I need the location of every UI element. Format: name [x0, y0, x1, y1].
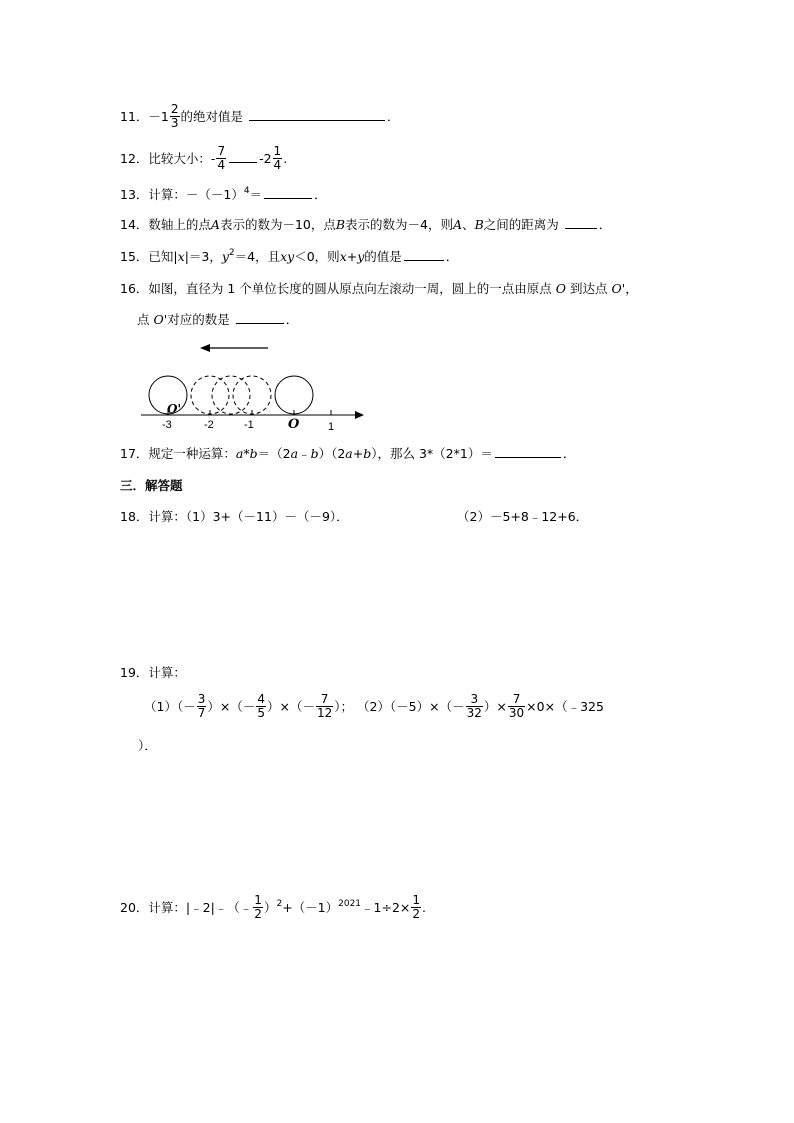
circle-dashed-3 — [212, 376, 250, 414]
fraction: $\frac{7}{4}$ — [217, 144, 226, 172]
question-16: 16．如图，直径为 1 个单位长度的圆从原点向左滚动一周，圆上的一点由原点 O 到达点 O'， — [120, 281, 638, 296]
question-13: 13．计算：$-(-1)^4=$ ． — [120, 186, 327, 202]
question-number: 20． — [120, 900, 149, 915]
answer-blank[interactable] — [229, 162, 257, 163]
question-number: 12． — [120, 151, 149, 166]
question-number: 15． — [120, 249, 149, 264]
question-19-tail: ）． — [138, 738, 157, 753]
question-16-line2: 点 O'对应的数是 ． — [137, 312, 299, 327]
fraction: $\frac{1}{2}$ — [254, 893, 262, 921]
fraction: $\frac{7}{30}$ — [508, 692, 525, 720]
question-17: 17．规定一种运算：a*b＝（2a﹣b）（2a+b），那么 3*（2*1）＝ ． — [120, 446, 576, 461]
fraction: $\frac{1}{4}$ — [273, 144, 282, 172]
answer-blank[interactable] — [404, 260, 444, 261]
circle-dashed-2 — [233, 376, 271, 414]
question-number: 19． — [120, 665, 149, 680]
answer-blank[interactable] — [495, 457, 561, 458]
tick-label-neg2: -2 — [204, 419, 214, 431]
question-number: 17． — [120, 446, 149, 461]
rolling-circle-figure — [136, 338, 376, 434]
point-label: O' — [167, 402, 182, 416]
question-18: 18．计算：（1）3+（－11）－（－9）． — [120, 509, 349, 524]
circle-start — [275, 376, 313, 414]
fraction: $\frac{1}{2}$ — [412, 893, 421, 921]
tick-label-neg3: -3 — [162, 419, 172, 431]
question-number: 14． — [120, 217, 149, 232]
tick-label-neg1: -1 — [244, 419, 254, 431]
section-title: 三．解答题 — [120, 478, 183, 493]
question-19-expression: （1）（－ $\frac{3}{7}$ ）×（－ $\frac{4}{5}$ ）×（－ $\frac{7}{12}$ ）； （2）（－5）×（－ $\frac{3}{32}$ ）× $\frac{7}{30}$ ×0×（﹣325 — [144, 692, 604, 720]
question-12: 12．比较大小：- $\frac{7}{4}$ -2 $\frac{1}{4}$ . — [120, 144, 288, 172]
fraction: $\frac{3}{32}$ — [466, 692, 482, 720]
number-line-arrow — [355, 411, 364, 419]
circle-dashed-1 — [191, 376, 229, 414]
fraction: $\frac{3}{7}$ — [197, 692, 206, 720]
question-number: 18． — [120, 509, 149, 524]
question-11: 11．－1 $\frac{2}{3}$ 的绝对值是 ． — [120, 102, 400, 130]
fraction: $\frac{4}{5}$ — [257, 692, 265, 720]
origin-label: O — [288, 417, 300, 432]
question-number: 13． — [120, 187, 149, 202]
question-14: 14．数轴上的点A表示的数为－10，点B表示的数为－4，则A、B之间的距离为 ． — [120, 217, 612, 232]
question-19: 19．计算： — [120, 665, 186, 680]
question-18-part2: （2）－5+8﹣12+6． — [457, 509, 589, 524]
answer-blank[interactable] — [249, 120, 385, 121]
answer-blank[interactable] — [264, 198, 312, 199]
tick-label-1: 1 — [328, 421, 335, 433]
fraction: $\frac{2}{3}$ — [170, 102, 179, 130]
question-number: 11． — [120, 109, 149, 124]
fraction: $\frac{7}{12}$ — [316, 692, 333, 720]
arrow-head — [200, 344, 210, 352]
question-15: 15．已知|x|＝3，$y^2=4$，且xy＜0，则x+y的值是 ． — [120, 248, 459, 264]
answer-blank[interactable] — [236, 323, 284, 324]
answer-blank[interactable] — [565, 228, 597, 229]
question-number: 16． — [120, 281, 149, 296]
question-20: 20．计算：|﹣2|﹣（﹣ $\frac{1}{2}$ ）$^2+(-1)^{2021}﹣1\div 2\times$ $\frac{1}{2}$ . — [120, 893, 427, 921]
